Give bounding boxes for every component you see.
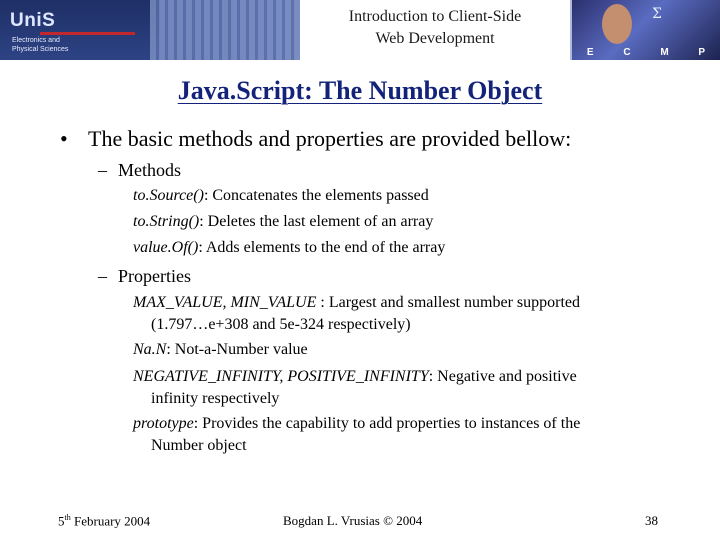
dash-icon: –	[98, 266, 107, 286]
ecmp-letter-m: M	[660, 46, 669, 58]
logo-text: UniS	[10, 10, 56, 31]
properties-heading: – Properties	[98, 266, 191, 286]
method-item: value.Of(): Adds elements to the end of the array	[133, 239, 446, 256]
logo-subtitle-2: Physical Sciences	[12, 46, 69, 53]
person-image	[602, 4, 632, 44]
property-item: NEGATIVE_INFINITY, POSITIVE_INFINITY: Negative and positive infinity respectively	[133, 368, 577, 407]
property-item: MAX_VALUE, MIN_VALUE : Largest and smallest number supported (1.797…e+308 and 5e-324 respectively)	[133, 294, 581, 333]
logo-subtitle-1: Electronics and	[12, 37, 60, 44]
method-item: to.Source(): Concatenates the elements passed	[133, 187, 429, 204]
methods-heading: – Methods	[98, 160, 181, 180]
ecmp-letters	[572, 44, 720, 60]
header-banner	[0, 0, 720, 60]
footer-author: Bogdan L. Vrusias © 2004	[283, 513, 423, 528]
dash-icon: –	[98, 160, 107, 180]
ecmp-letter-p: P	[698, 46, 706, 58]
property-item: Na.N: Not-a-Number value	[133, 341, 308, 358]
property-item: prototype: Provides the capability to add properties to instances of the Number object	[133, 415, 581, 454]
slide-title: Java.Script: The Number Object	[177, 76, 543, 105]
footer-date: 5th February 2004	[58, 513, 151, 529]
building-image	[150, 0, 300, 60]
main-bullet-text: The basic methods and properties are provided bellow:	[88, 126, 572, 151]
sigma-icon: Σ	[652, 6, 662, 22]
ecmp-letter-c: C	[623, 46, 631, 58]
method-item: to.String(): Deletes the last element of an array	[133, 213, 434, 230]
page-number: 38	[645, 513, 658, 528]
logo-accent-line	[40, 32, 135, 35]
course-title-box	[300, 0, 570, 60]
unis-logo	[0, 0, 160, 60]
course-title: Introduction to Client-Side Web Development	[348, 8, 522, 47]
bullet-dot-icon: •	[60, 126, 68, 151]
ecmp-letter-e: E	[586, 46, 594, 58]
